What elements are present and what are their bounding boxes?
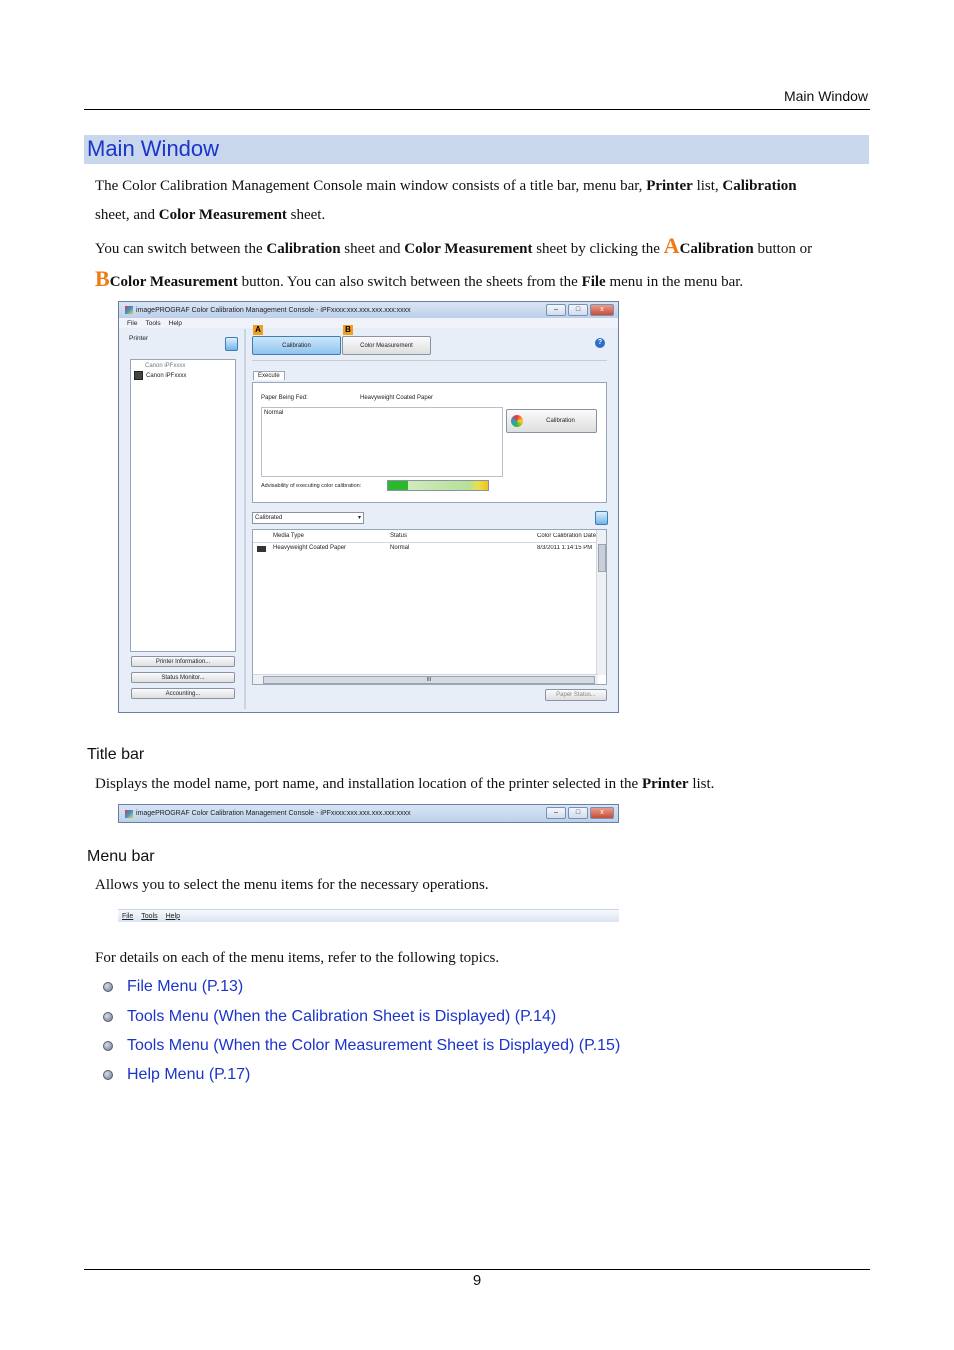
advisability-label: Advisability of executing color calibration: <box>261 483 362 489</box>
accounting-button[interactable]: Accounting... <box>131 688 235 699</box>
printer-information-button[interactable]: Printer Information... <box>131 656 235 667</box>
maximize-button[interactable]: □ <box>568 807 588 819</box>
media-filter-select[interactable]: Calibrated ▾ <box>252 512 364 524</box>
bullet-icon <box>103 1041 113 1051</box>
close-button[interactable]: x <box>590 304 614 316</box>
execute-panel <box>252 382 607 503</box>
close-button[interactable]: x <box>590 807 614 819</box>
status-box <box>261 407 503 477</box>
menu-bar-heading: Menu bar <box>87 848 155 865</box>
menu-help[interactable]: Help <box>165 912 181 920</box>
menu-file[interactable]: File <box>127 319 138 327</box>
menu-file[interactable]: File <box>122 912 134 920</box>
menu-tools[interactable]: Tools <box>141 912 158 920</box>
toolbar-rule <box>252 360 607 361</box>
column-status[interactable]: Status <box>390 533 408 539</box>
calibration-icon <box>511 415 523 427</box>
link-tools-menu-calibration[interactable]: Tools Menu (When the Calibration Sheet is Displayed) (P.14) <box>103 1008 556 1026</box>
execute-tab[interactable]: Execute <box>253 371 285 380</box>
title-bar-strip: imagePROGRAF Color Calibration Management Console - iPFxxxx:xxx.xxx.xxx.xxx:xxxx <box>119 805 618 822</box>
window-controls <box>546 807 614 819</box>
menu-bar-description: Allows you to select the menu items for the necessary operations. <box>95 877 489 893</box>
window-menubar <box>119 318 618 328</box>
paper-being-fed-value: Heavyweight Coated Paper <box>360 395 434 401</box>
menu-tools[interactable]: Tools <box>145 319 161 327</box>
table-header <box>253 530 598 543</box>
chevron-down-icon: ▾ <box>357 515 361 521</box>
menu-help[interactable]: Help <box>168 319 183 327</box>
bullet-icon <box>103 982 113 992</box>
link-file-menu[interactable]: File Menu (P.13) <box>103 978 243 996</box>
menu-bar-screenshot <box>118 909 619 922</box>
page-number: 9 <box>472 1272 482 1289</box>
color-measurement-tab-button[interactable]: Color Measurement <box>342 336 431 355</box>
main-window-screenshot <box>118 301 619 713</box>
column-media-type[interactable]: Media Type <box>273 533 304 539</box>
advisability-meter-fill <box>388 481 408 490</box>
window-titlebar: imagePROGRAF Color Calibration Management Console - iPFxxxx:xxx.xxx.xxx.xxx:xxxx <box>119 302 618 318</box>
help-icon[interactable]: ? <box>595 338 605 348</box>
running-header: Main Window <box>783 88 868 104</box>
marker-b: B <box>343 325 353 335</box>
printer-group-label: Canon iPFxxxx <box>145 363 186 369</box>
maximize-button[interactable]: □ <box>568 304 588 316</box>
link-tools-menu-color-measurement[interactable]: Tools Menu (When the Color Measurement Sheet is Displayed) (P.15) <box>103 1037 620 1055</box>
horizontal-scrollbar[interactable] <box>253 674 598 684</box>
window-controls <box>546 304 614 316</box>
calibration-execute-button[interactable]: Calibration <box>506 409 597 433</box>
printer-item[interactable]: Canon iPFxxxx <box>134 371 186 380</box>
footer-rule <box>84 1269 870 1270</box>
details-text: For details on each of the menu items, refer to the following topics. <box>95 950 500 966</box>
marker-b-label: B <box>95 266 110 291</box>
section-title: Main Window <box>87 136 220 161</box>
refresh-printers-icon[interactable] <box>225 337 238 351</box>
printer-label: Printer <box>129 335 149 342</box>
bullet-icon <box>103 1070 113 1080</box>
printer-media-icon <box>257 546 266 552</box>
advisability-meter <box>387 480 489 491</box>
title-bar-screenshot <box>118 804 619 823</box>
title-bar-heading: Title bar <box>87 746 145 763</box>
calibration-tab-button[interactable]: Calibration <box>252 336 341 355</box>
h-scrollbar-thumb[interactable]: III <box>263 676 595 684</box>
vertical-scrollbar[interactable] <box>596 530 606 675</box>
header-rule <box>84 109 870 110</box>
status-monitor-button[interactable]: Status Monitor... <box>131 672 235 683</box>
refresh-media-icon[interactable] <box>595 511 608 525</box>
app-icon <box>125 306 133 314</box>
status-text: Normal <box>264 410 284 416</box>
printer-list[interactable] <box>130 359 236 652</box>
title-bar-description: Displays the model name, port name, and installation location of the printer selected in the Printer list. <box>95 776 715 792</box>
paper-status-button[interactable]: Paper Status... <box>545 689 607 701</box>
printer-icon <box>134 371 143 380</box>
intro-paragraph-2: You can switch between the Calibration sheet and Color Measurement sheet by clicking the ACalibration button or BColor Measurement button. You can also switch between the sheets from the File menu in the menu bar. <box>95 233 813 291</box>
table-row[interactable]: Heavyweight Coated Paper Normal 8/3/2011 1:14:15 PM <box>253 544 598 554</box>
bullet-icon <box>103 1012 113 1022</box>
intro-paragraph-1: The Color Calibration Management Console main window consists of a title bar, menu bar, Printer list, Calibration sheet, and Color Measurement sheet. <box>95 178 797 223</box>
paper-being-fed-label: Paper Being Fed: <box>261 395 308 401</box>
link-help-menu[interactable]: Help Menu (P.17) <box>103 1066 250 1084</box>
media-table <box>252 529 607 685</box>
marker-a-label: A <box>663 233 680 258</box>
minimize-button[interactable]: – <box>546 807 566 819</box>
app-icon <box>125 810 133 818</box>
pane-divider <box>244 329 246 709</box>
scrollbar-thumb[interactable] <box>598 544 606 572</box>
marker-a: A <box>253 325 263 335</box>
minimize-button[interactable]: – <box>546 304 566 316</box>
column-calibration-date[interactable]: Color Calibration Date <box>537 533 597 539</box>
